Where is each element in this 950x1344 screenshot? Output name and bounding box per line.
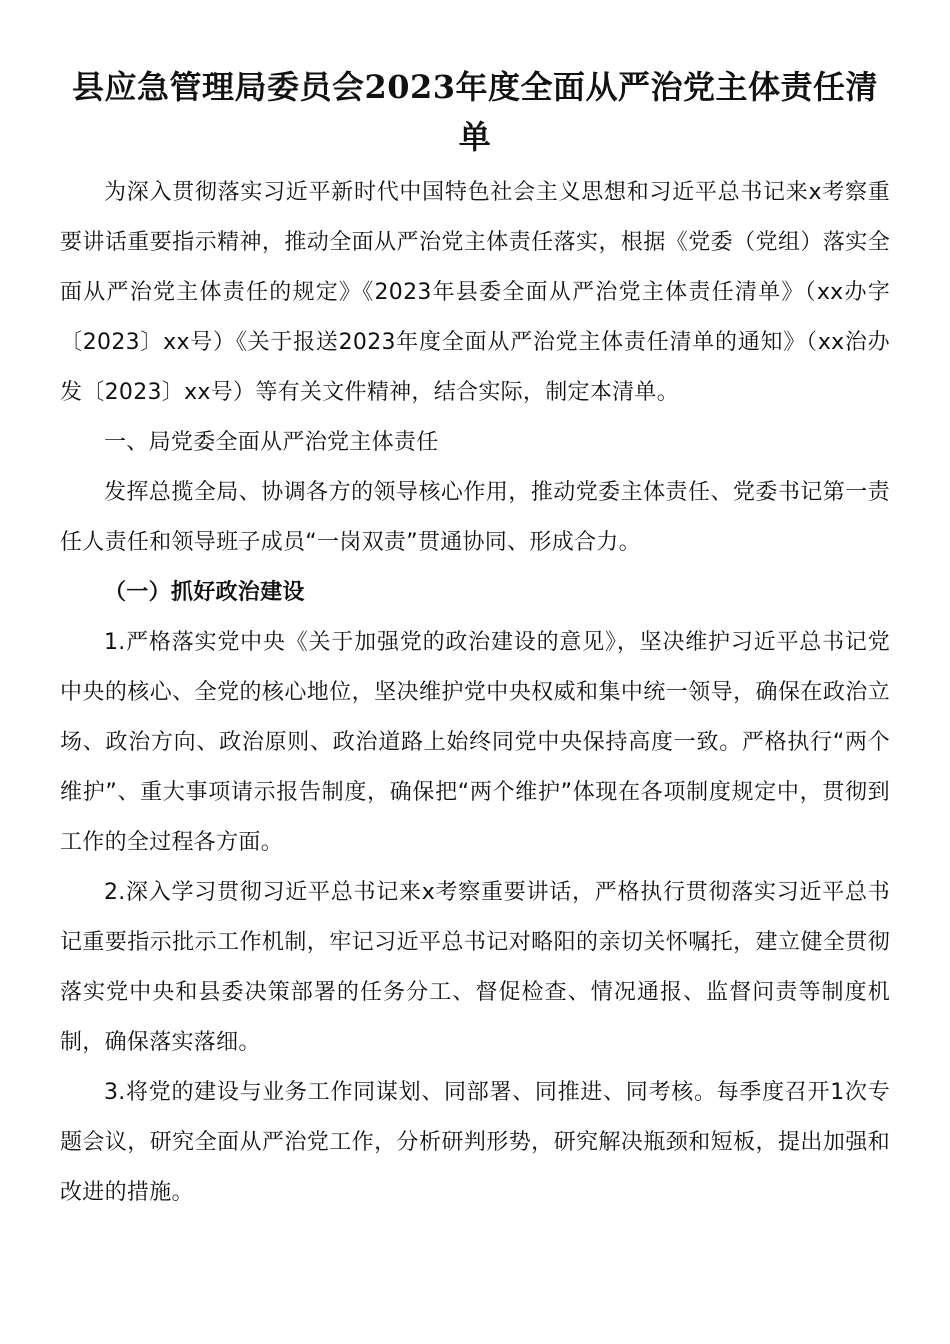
list-item: 1.严格落实党中央《关于加强党的政治建设的意见》，坚决维护习近平总书记党中央的核心、全党的核心地位，坚决维护党中央权威和集中统一领导，确保在政治立场、政治方向、政治原则、政治道路上始终同党中央保持高度一致。严格执行“两个维护”、重大事项请示报告制度，确保把“两个维护”体现在各项制度规定中，贯彻到工作的全过程各方面。 (60, 630, 890, 855)
list-item: 2.深入学习贯彻习近平总书记来x考察重要讲话，严格执行贯彻落实习近平总书记重要指示批示工作机制，牢记习近平总书记对略阳的亲切关怀嘱托，建立健全贯彻落实党中央和县委决策部署的任务分工、督促检查、情况通报、监督问责等制度机制，确保落实落细。 (60, 880, 890, 1055)
section-summary: 发挥总揽全局、协调各方的领导核心作用，推动党委主体责任、党委书记第一责任人责任和领导班子成员“一岗双责”贯通协同、形成合力。 (60, 480, 890, 555)
section-heading: 一、局党委全面从严治党主体责任 (104, 430, 439, 455)
document-page (60, 62, 890, 1218)
subsection-heading: （一）抓好政治建设 (104, 580, 305, 605)
document-title: 县应急管理局委员会2023年度全面从严治党主体责任清单 (71, 68, 879, 156)
intro-paragraph: 为深入贯彻落实习近平新时代中国特色社会主义思想和习近平总书记来x考察重要讲话重要指示精神，推动全面从严治党主体责任落实，根据《党委（党组）落实全面从严治党主体责任的规定》《2023年县委全面从严治党主体责任清单》（xx办字〔2023〕xx号）《关于报送2023年度全面从严治党主体责任清单的通知》（xx治办发〔2023〕xx号）等有关文件精神，结合实际，制定本清单。 (60, 180, 890, 405)
list-item: 3.将党的建设与业务工作同谋划、同部署、同推进、同考核。每季度召开1次专题会议，研究全面从严治党工作，分析研判形势，研究解决瓶颈和短板，提出加强和改进的措施。 (60, 1080, 890, 1205)
